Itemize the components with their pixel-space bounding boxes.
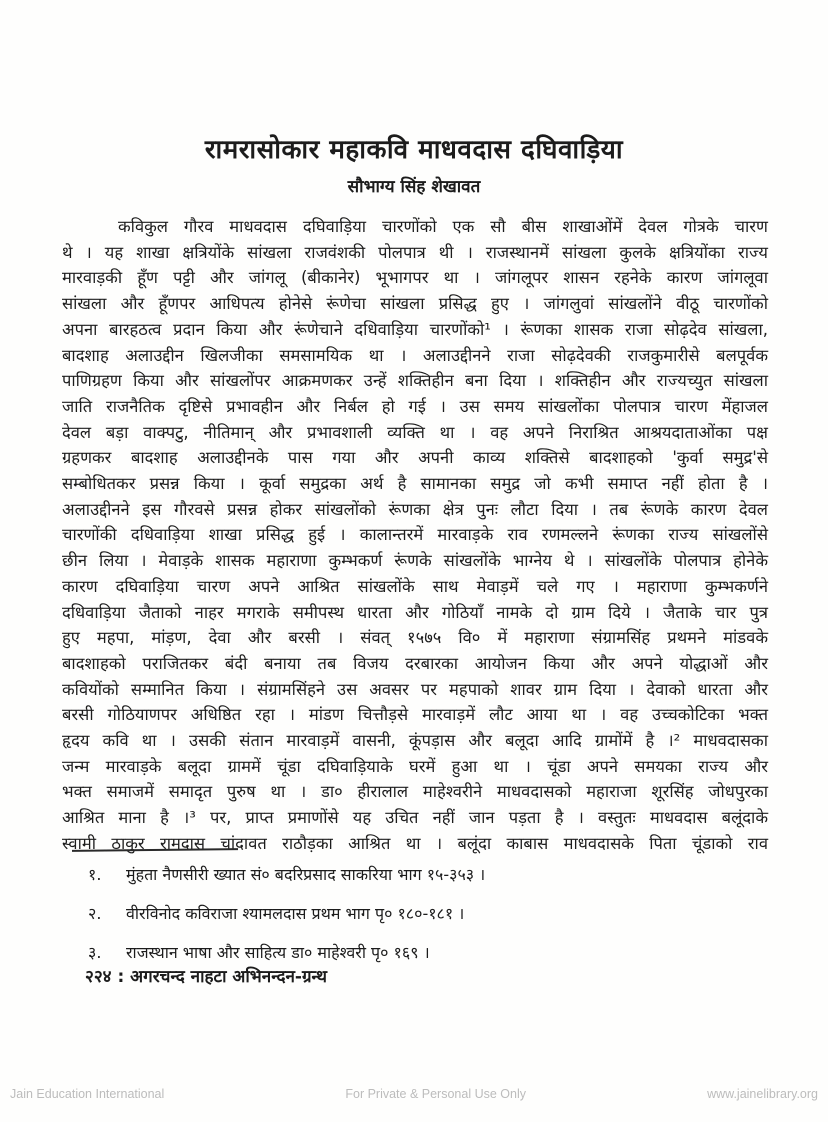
footnote-text: राजस्थान भाषा और साहित्य डा० माहेश्वरी पृ० १६९ । <box>126 943 430 962</box>
body-text-line: बरसी गोठियाणपर अधिष्ठित रहा । मांडण चित्तौड़से मारवाड़में लौट आया था । वह उच्चकोटिका भक्त <box>62 705 768 725</box>
body-text-line: देवल बड़ा वाक्पटु, नीतिमान् और प्रभावशाली व्यक्ति था । वह अपने निराश्रित आश्रयदाताओंका पक्ष <box>62 422 768 442</box>
body-text-line: ग्रहणकर बादशाह अलाउद्दीनके पास गया और अपनी काव्य शक्तिसे बादशाहको 'कुर्वा समुद्र'से <box>62 448 768 468</box>
body-text-line: भक्त समाजमें समादृत पुरुष था । डा० हीरालाल माहेश्वरीने माधवदासको महाराजा शूरसिंह जोधपुरका <box>62 782 768 802</box>
body-text-line: सांखला और हूँणपर आधिपत्य होनेसे रूंणेचा सांखला प्रसिद्ध हुए । जांगलुवां सांखलोंने वीठू चारणोंको <box>62 294 768 314</box>
body-text-line: हुए महपा, मांड़ण, देवा और बरसी । संवत् १५७५ वि० में महाराणा संग्रामसिंह प्रथमने मांडवके <box>62 628 768 648</box>
footnote-number: १. <box>88 865 102 884</box>
page-number-and-volume-title: २२४ : अगरचन्द नाहटा अभिनन्दन-ग्रन्थ <box>85 967 327 987</box>
article-title: रामरासोकार महाकवि माधवदास दघिवाड़िया <box>204 135 624 165</box>
body-text-line: कवियोंको सम्मानित किया । संग्रामसिंहने उस अवसर पर महपाको शावर ग्राम दिया । देवाको धारता और <box>62 679 768 699</box>
body-text-line: सम्बोधितकर प्रसन्न किया । कूर्वा समुद्रका अर्थ है सामानका समुद्र जो कभी समाप्त नहीं होता है । <box>62 474 768 494</box>
footnote-number: ३. <box>88 943 102 962</box>
footnote-list <box>88 861 738 978</box>
body-text-line: मारवाड़की हूँण पट्टी और जांगलू (बीकानेर) भूभागपर था । जांगलूपर शासन रहनेके कारण जांगलूवा <box>62 268 768 288</box>
body-text-line: अपना बारहठत्व प्रदान किया और रूंणेचाने दधिवाड़िया चारणोंको¹ । रूंणका शासक राजा सोढ़देव सांखला, <box>62 319 768 339</box>
body-text-line: थे । यह शाखा क्षत्रियोंके सांखला राजवंशकी पोलपात्र थी । राजस्थानमें सांखला कुलके क्षत्रियोंका राज्य <box>62 242 768 262</box>
body-text-line: अलाउद्दीनने इस गौरवसे प्रसन्न होकर सांखलोंको रूंणका क्षेत्र पुनः लौटा दिया । तब रूंणके कारण देवल <box>62 499 768 519</box>
body-text-line: चारणोंकी दधिवाड़िया शाखा प्रसिद्ध हुई । कालान्तरमें मारवाड़के राव रणमल्लने रूंणका राज्य सांखलोंसे <box>62 525 768 545</box>
body-text-line: आश्रित माना है ।³ पर, प्राप्त प्रमाणोंसे यह उचित नहीं जान पड़ता है । वस्तुतः माधवदास बलूंदाके <box>62 808 768 828</box>
body-text-line: हृदय कवि था । उसकी संतान मारवाड़में वासनी, कूंपड़ास और बलूदा आदि ग्रामोंमें है ।² माधवदासका <box>62 731 768 751</box>
body-text-line: दधिवाड़िया जैताको नाहर मगराके समीपस्थ धारता और गोठियाँ नामके दो ग्राम दिये । जैताके चार पुत्र <box>62 602 768 622</box>
body-text-line: जन्म मारवाड़के बलूदा ग्राममें चूंडा दघिवाड़ियाके घरमें हुआ था । चूंडा अपने समयका राज्य और <box>62 756 768 776</box>
footnote-item <box>88 900 738 927</box>
watermark-publisher: Jain Education International <box>10 1087 165 1101</box>
footnote-number: २. <box>88 904 102 923</box>
body-text-line: कविकुल गौरव माधवदास दघिवाड़िया चारणोंको एक सौ बीस शाखाओंमें देवल गोत्रके चारण <box>118 217 768 236</box>
footnote-item <box>88 861 738 888</box>
body-text-line: बादशाह अलाउद्दीन खिलजीका समसामयिक था । अलाउद्दीनने राजा सोढ़देवकी राजकुमारीसे बलपूर्वक <box>62 345 768 365</box>
body-text-line: जाति राजनैतिक दृष्टिसे प्रभावहीन और निर्बल हो गई । उस समय सांखलोंका पोलपात्र चारण मेंहाजल <box>62 396 768 416</box>
watermark-usage-notice: For Private & Personal Use Only <box>345 1087 526 1101</box>
watermark-website: www.jainelibrary.org <box>707 1087 818 1101</box>
footnote-item <box>88 939 738 966</box>
body-text-line: छीन लिया । मेवाड़के शासक महाराणा कुम्भकर्ण रूंणके सांखलोंके भाग्नेय थे । सांखलोंके पोलपात्र होनेके <box>62 551 768 571</box>
body-text-line: बादशाहको पराजितकर बंदी बनाया तब विजय दरबारका आयोजन किया और अपने योद्धाओं और <box>62 653 768 673</box>
scan-watermark-bar <box>10 1087 818 1101</box>
article-body <box>62 214 768 857</box>
body-text-line: स्वामी ठाकुर रामदास चांदावत राठौड़का आश्रित था । बलूंदा काबास माधवदासके पिता चूंडाको राव <box>62 833 768 853</box>
footnote-text: मुंहता नैणसीरी ख्यात सं० बदरिप्रसाद साकरिया भाग १५-३५३ । <box>126 865 486 884</box>
body-text-line: पाणिग्रहण किया और सांखलोंपर आक्रमणकर उन्हें शक्तिहीन बना दिया । शक्तिहीन और राज्यच्युत सांखला <box>62 371 768 391</box>
body-text-line: कारण दघिवाड़िया चारण अपने आश्रित सांखलोंके साथ मेवाड़में चले गए । महाराणा कुम्भकर्णने <box>62 576 768 596</box>
footnote-text: वीरविनोद कविराजा श्यामलदास प्रथम भाग पृ० १८०-१८१ । <box>126 904 465 923</box>
author-byline: सौभाग्य सिंह शेखावत <box>347 177 481 197</box>
